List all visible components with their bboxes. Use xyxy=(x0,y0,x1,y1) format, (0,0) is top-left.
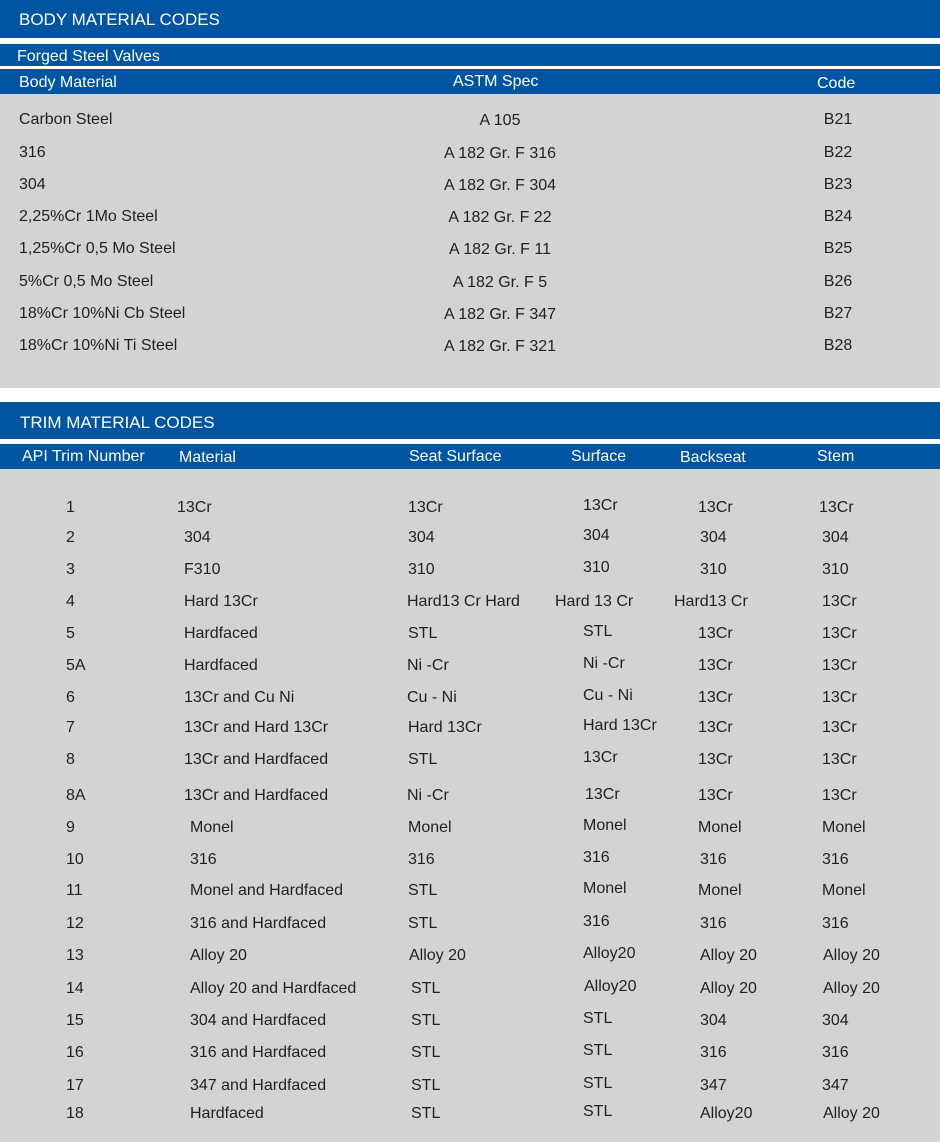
cell-stem: 304 xyxy=(822,529,849,546)
table-row xyxy=(0,273,940,297)
body-table-panel xyxy=(0,69,940,388)
table-row xyxy=(0,561,940,585)
cell-code: B27 xyxy=(823,305,853,322)
cell-surface: Monel xyxy=(583,880,627,897)
cell-backseat: Alloy 20 xyxy=(700,947,757,964)
body-table-header xyxy=(0,69,940,94)
cell-material: Alloy 20 xyxy=(190,947,247,964)
cell-material: Monel and Hardfaced xyxy=(190,882,343,899)
cell-code: B26 xyxy=(823,273,853,290)
cell-backseat: 316 xyxy=(700,1044,727,1061)
cell-backseat: 13Cr xyxy=(698,751,733,768)
cell-seat-surface: 316 xyxy=(408,851,435,868)
trim-section-title-bar xyxy=(0,402,940,439)
cell-astm-spec: A 182 Gr. F 5 xyxy=(452,274,548,291)
table-row xyxy=(0,1105,940,1129)
cell-body-material: 18%Cr 10%Ni Cb Steel xyxy=(19,305,186,322)
header-body-material: Body Material xyxy=(19,74,117,91)
cell-surface: STL xyxy=(583,1103,613,1120)
cell-surface: 316 xyxy=(583,849,610,866)
cell-code: B28 xyxy=(823,337,853,354)
cell-stem: 304 xyxy=(822,1012,849,1029)
table-row xyxy=(0,882,940,906)
cell-trim-number: 13 xyxy=(66,947,84,964)
cell-trim-number: 11 xyxy=(66,882,83,899)
cell-surface: Hard 13Cr xyxy=(583,717,657,734)
header-material: Material xyxy=(179,449,236,466)
cell-stem: 13Cr xyxy=(822,787,857,804)
cell-surface: Alloy20 xyxy=(583,945,636,962)
cell-astm-spec: A 182 Gr. F 22 xyxy=(448,209,552,226)
cell-trim-number: 14 xyxy=(66,980,84,997)
cell-stem: 316 xyxy=(822,915,849,932)
cell-stem: 13Cr xyxy=(822,593,857,610)
cell-trim-number: 12 xyxy=(66,915,84,932)
table-row xyxy=(0,719,940,743)
cell-material: 304 and Hardfaced xyxy=(190,1012,327,1029)
table-row xyxy=(0,144,940,168)
table-row xyxy=(0,1077,940,1101)
cell-seat-surface: Hard 13Cr xyxy=(408,719,482,736)
cell-backseat: 13Cr xyxy=(698,625,733,642)
cell-trim-number: 6 xyxy=(66,689,75,706)
body-section-title: BODY MATERIAL CODES xyxy=(19,10,220,29)
cell-trim-number: 8A xyxy=(66,787,86,804)
table-row xyxy=(0,176,940,200)
cell-trim-number: 18 xyxy=(66,1105,84,1122)
cell-stem: Alloy 20 xyxy=(823,980,880,997)
body-section-subtitle: Forged Steel Valves xyxy=(17,48,160,65)
header-code: Code xyxy=(817,75,856,92)
table-row xyxy=(0,947,940,971)
cell-trim-number: 15 xyxy=(66,1012,84,1029)
cell-stem: 310 xyxy=(822,561,849,578)
cell-surface: STL xyxy=(583,1075,613,1092)
cell-backseat: 316 xyxy=(700,851,727,868)
table-row xyxy=(0,915,940,939)
cell-seat-surface: Ni -Cr xyxy=(407,657,449,674)
table-row xyxy=(0,751,940,775)
cell-stem: 316 xyxy=(822,851,849,868)
cell-backseat: 13Cr xyxy=(698,499,733,516)
table-row xyxy=(0,851,940,875)
cell-seat-surface: 310 xyxy=(408,561,435,578)
cell-material: Hardfaced xyxy=(184,657,258,674)
cell-material: 304 xyxy=(184,529,211,546)
cell-stem: 13Cr xyxy=(822,657,857,674)
table-row xyxy=(0,980,940,1004)
cell-material: Hardfaced xyxy=(190,1105,264,1122)
cell-surface: 310 xyxy=(583,559,610,576)
cell-stem: 13Cr xyxy=(822,689,857,706)
cell-material: 13Cr and Hardfaced xyxy=(184,751,329,768)
cell-seat-surface: STL xyxy=(408,915,438,932)
cell-body-material: Carbon Steel xyxy=(19,111,113,128)
cell-seat-surface: Cu - Ni xyxy=(407,689,457,706)
cell-backseat: 304 xyxy=(700,529,727,546)
cell-surface: Monel xyxy=(583,817,627,834)
cell-surface: Alloy20 xyxy=(584,978,637,995)
cell-body-material: 5%Cr 0,5 Mo Steel xyxy=(19,273,154,290)
cell-surface: 316 xyxy=(583,913,610,930)
cell-stem: Monel xyxy=(822,819,866,836)
cell-seat-surface: STL xyxy=(408,882,438,899)
cell-astm-spec: A 182 Gr. F 347 xyxy=(443,306,557,323)
cell-trim-number: 1 xyxy=(66,499,75,516)
header-api-trim-number: API Trim Number xyxy=(22,448,145,465)
cell-astm-spec: A 182 Gr. F 11 xyxy=(449,241,551,258)
cell-trim-number: 2 xyxy=(66,529,75,546)
cell-backseat: 316 xyxy=(700,915,727,932)
cell-surface: 13Cr xyxy=(585,786,620,803)
header-seat-surface: Seat Surface xyxy=(409,448,502,465)
cell-surface: STL xyxy=(583,1010,613,1027)
cell-trim-number: 5A xyxy=(66,657,86,674)
cell-trim-number: 3 xyxy=(66,561,75,578)
cell-backseat: 304 xyxy=(700,1012,727,1029)
cell-stem: 316 xyxy=(822,1044,849,1061)
cell-surface: 13Cr xyxy=(583,497,618,514)
header-backseat: Backseat xyxy=(680,449,746,466)
cell-trim-number: 16 xyxy=(66,1044,84,1061)
cell-code: B24 xyxy=(823,208,853,225)
table-row xyxy=(0,689,940,713)
trim-table-panel xyxy=(0,444,940,1142)
cell-backseat: Alloy 20 xyxy=(700,980,757,997)
cell-backseat: Hard13 Cr xyxy=(674,593,748,610)
cell-trim-number: 8 xyxy=(66,751,75,768)
cell-surface: 304 xyxy=(583,527,610,544)
cell-stem: 347 xyxy=(822,1077,849,1094)
cell-body-material: 316 xyxy=(19,144,46,161)
cell-material: 13Cr and Cu Ni xyxy=(184,689,295,706)
header-surface: Surface xyxy=(571,448,627,465)
cell-surface: Hard 13 Cr xyxy=(555,593,634,610)
cell-material: F310 xyxy=(184,561,221,578)
cell-material: Hardfaced xyxy=(184,625,258,642)
cell-body-material: 2,25%Cr 1Mo Steel xyxy=(19,208,158,225)
table-row xyxy=(0,657,940,681)
cell-surface: Ni -Cr xyxy=(583,655,625,672)
cell-material: 316 and Hardfaced xyxy=(190,1044,327,1061)
table-row xyxy=(0,305,940,329)
table-row xyxy=(0,1012,940,1036)
cell-stem: 13Cr xyxy=(822,625,857,642)
cell-material: 13Cr xyxy=(177,499,212,516)
cell-stem: 13Cr xyxy=(822,719,857,736)
cell-material: Alloy 20 and Hardfaced xyxy=(190,980,357,997)
cell-seat-surface: Ni -Cr xyxy=(407,787,449,804)
table-row xyxy=(0,337,940,361)
body-section-title-bar xyxy=(0,0,940,38)
cell-material: 13Cr and Hard 13Cr xyxy=(184,719,329,736)
cell-trim-number: 5 xyxy=(66,625,75,642)
cell-material: 347 and Hardfaced xyxy=(190,1077,327,1094)
cell-trim-number: 4 xyxy=(66,593,75,610)
table-row xyxy=(0,819,940,843)
table-row xyxy=(0,1044,940,1068)
cell-seat-surface: 304 xyxy=(408,529,435,546)
cell-seat-surface: STL xyxy=(411,1012,441,1029)
trim-table-header xyxy=(0,444,940,469)
cell-material: 316 xyxy=(190,851,217,868)
cell-seat-surface: 13Cr xyxy=(408,499,443,516)
cell-body-material: 304 xyxy=(19,176,46,193)
cell-material: Monel xyxy=(190,819,234,836)
cell-backseat: 13Cr xyxy=(698,657,733,674)
table-row xyxy=(0,787,940,811)
cell-astm-spec: A 105 xyxy=(479,112,521,129)
cell-material: 13Cr and Hardfaced xyxy=(184,787,329,804)
trim-section-title: TRIM MATERIAL CODES xyxy=(20,413,215,432)
cell-backseat: Alloy20 xyxy=(700,1105,753,1122)
cell-stem: Alloy 20 xyxy=(823,947,880,964)
cell-trim-number: 10 xyxy=(66,851,84,868)
cell-stem: Monel xyxy=(822,882,866,899)
table-row xyxy=(0,529,940,553)
cell-code: B21 xyxy=(823,111,853,128)
cell-surface: STL xyxy=(583,1042,613,1059)
cell-backseat: 310 xyxy=(700,561,727,578)
cell-backseat: 13Cr xyxy=(698,787,733,804)
cell-seat-surface: STL xyxy=(408,751,438,768)
table-row xyxy=(0,208,940,232)
cell-seat-surface: Monel xyxy=(408,819,452,836)
cell-backseat: Monel xyxy=(698,819,742,836)
cell-material: Hard 13Cr xyxy=(184,593,258,610)
cell-seat-surface: Hard13 Cr Hard xyxy=(407,593,520,610)
cell-backseat: 347 xyxy=(700,1077,727,1094)
cell-astm-spec: A 182 Gr. F 304 xyxy=(443,177,557,194)
header-stem: Stem xyxy=(817,448,855,465)
cell-body-material: 18%Cr 10%Ni Ti Steel xyxy=(19,337,178,354)
cell-surface: Cu - Ni xyxy=(583,687,633,704)
cell-seat-surface: STL xyxy=(411,1044,441,1061)
cell-trim-number: 17 xyxy=(66,1077,84,1094)
body-section-subtitle-bar xyxy=(0,44,940,66)
cell-surface: STL xyxy=(583,623,613,640)
cell-code: B25 xyxy=(823,240,853,257)
cell-code: B22 xyxy=(823,144,853,161)
header-astm-spec: ASTM Spec xyxy=(453,73,539,90)
cell-code: B23 xyxy=(823,176,853,193)
table-row xyxy=(0,499,940,523)
table-row xyxy=(0,111,940,135)
cell-stem: 13Cr xyxy=(822,751,857,768)
cell-seat-surface: STL xyxy=(411,1105,441,1122)
table-row xyxy=(0,593,940,617)
cell-surface: 13Cr xyxy=(583,749,618,766)
cell-backseat: 13Cr xyxy=(698,689,733,706)
table-row xyxy=(0,240,940,264)
cell-backseat: 13Cr xyxy=(698,719,733,736)
cell-seat-surface: Alloy 20 xyxy=(409,947,466,964)
cell-material: 316 and Hardfaced xyxy=(190,915,327,932)
cell-seat-surface: STL xyxy=(411,980,441,997)
cell-stem: Alloy 20 xyxy=(823,1105,880,1122)
cell-seat-surface: STL xyxy=(411,1077,441,1094)
cell-backseat: Monel xyxy=(698,882,742,899)
table-row xyxy=(0,625,940,649)
cell-trim-number: 7 xyxy=(66,719,75,736)
cell-stem: 13Cr xyxy=(819,499,854,516)
cell-seat-surface: STL xyxy=(408,625,438,642)
cell-body-material: 1,25%Cr 0,5 Mo Steel xyxy=(19,240,176,257)
cell-trim-number: 9 xyxy=(66,819,75,836)
cell-astm-spec: A 182 Gr. F 316 xyxy=(443,145,557,162)
cell-astm-spec: A 182 Gr. F 321 xyxy=(443,338,557,355)
